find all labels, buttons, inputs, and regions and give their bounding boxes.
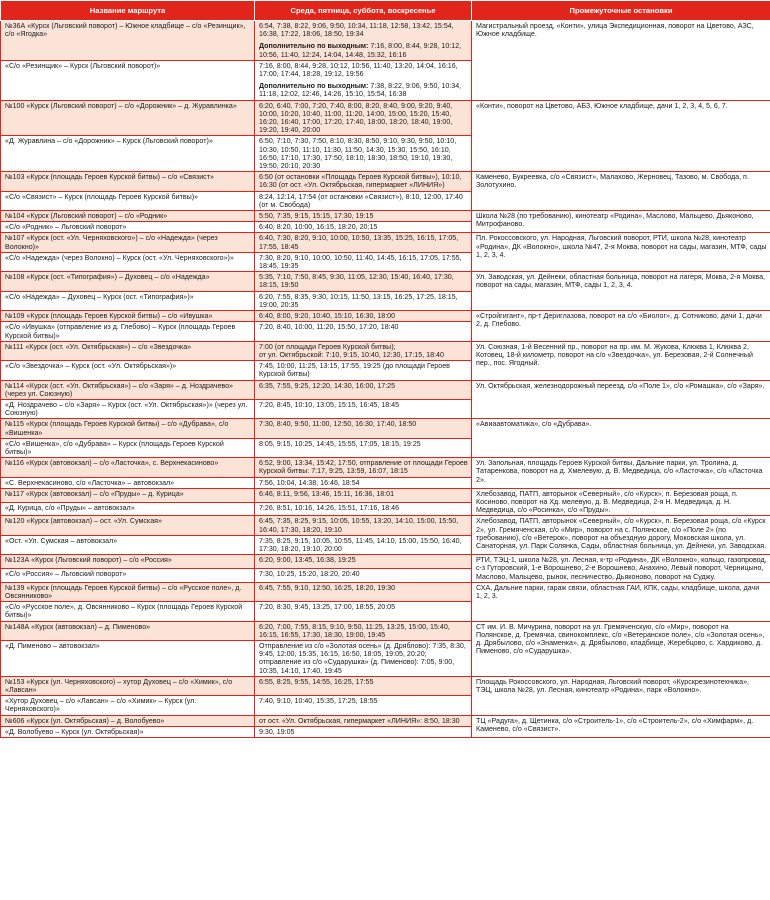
table-row [1,621,770,640]
schedule-cell [255,621,472,640]
schedule-cell [255,311,472,322]
schedule-cell [255,172,472,191]
departure-times: 6:40, 8:20, 10:00, 16:15, 18:20, 20:15 [259,223,378,232]
departure-times: 6:55, 8:25, 9:55, 14:55, 16:25, 17:55 [259,677,374,686]
intermediate-stops-cell: «Конти», поворот на Цветово, АБЗ, Южное кладбище, дачи 1, 2, 3, 4, 5, 6, 7. [472,100,770,172]
schedule-cell [255,399,472,418]
route-name-cell: №103 «Курск (площадь Героев Курской битвы) – с/о «Связист» [1,172,255,191]
route-name-cell: №120 «Курск (автовокзал) – ост. «Ул. Сумская» [1,516,255,535]
weekend-extra-label: Дополнительно по выходным: [259,42,369,51]
intermediate-stops-cell: Хлебозавод, ПАТП, авторынок «Северный», с/о «Курск», п. Березовая роща, п. Косиново, поворот на Хд. мелевую, д. В. Медведица, 2-я Н. Медведица, д. Н. Медведица, с/о «Росинка», с/о «Пруды». [472,488,770,516]
route-name-cell: «С/о «Родник» – Льговский поворот» [1,222,255,233]
route-name-cell: №153 «Курск (ул. Черняховского) – хутор Духовец – с/о «Химик», с/о «Лавсан» [1,676,255,695]
route-name-cell: №114 «Курск (ост. «Ул. Октябрьская») – с/о «Заря» – д. Ноздрачево» (через ул. Союзную) [1,380,255,399]
route-name-cell: «Д. Курица, с/о «Пруды» – автовокзал» [1,502,255,516]
departure-times: 6:20, 7:55, 8:35, 9:30, 10:15, 11:50, 13:15, 16:25, 17:25, 18:15, 19:00, 20:35 [259,292,458,309]
route-name-cell: «С/о «Россия» – Льговский поворот» [1,568,255,582]
header-stops: Промежуточные остановки [472,1,770,21]
departure-times: 7:26, 8:51, 10:16, 14:26, 15:51, 17:16, 18:46 [259,503,400,512]
route-name-cell: №104 «Курск (Льговский поворот) – с/о «Родник» [1,211,255,222]
schedule-cell [255,60,472,100]
route-name-cell: №117 «Курск (автовокзал) – с/о «Пруды» – д. Курица» [1,488,255,502]
departure-times: 6:52, 9:00, 13:34, 15:42, 17:50, отправление от площади Героев Курской битвы: 7:17, 9:25, 13:59, 16:07, 18:15 [259,459,468,476]
schedule-cell [255,233,472,252]
schedule-cell [255,272,472,291]
table-row [1,458,770,477]
departure-times: 6:50, 7:10, 7:30, 7:50, 8:10, 8:30, 8:50, 9:10, 9:30, 9:50, 10:10, 10:30, 10:50, 11:10, 11:30, 11:50, 14:30, 15:30, 15:50, 16:10, 16:50, 17:10, 17:30, 17:50, 18:10, 18:30, 18:50, 19:10, 19:30, 19:50, 20:10, 20:30 [259,137,457,171]
departure-times: 7:35, 8:25, 9:15, 10:05, 10:55, 11:45, 14:10, 15:00, 15:50, 16:40, 17:30, 18:20, 19:10, 20:00 [259,536,462,553]
departure-times: 7:00 (от площади Героев Курской битвы); [259,342,396,351]
schedule-cell [255,535,472,554]
departure-times: 7:20, 8:30, 9:45, 13:25, 17:00, 18:55, 20:05 [259,603,396,612]
route-name-cell: «С/о «Вишенка», с/о «Дубрава» – Курск (площадь Героев Курской битвы)» [1,438,255,457]
weekend-extra-label: Дополнительно по выходным: [259,82,369,91]
schedule-cell [255,602,472,621]
schedule-cell [255,291,472,310]
schedule-cell [255,252,472,271]
table-row [1,419,770,438]
departure-times: от ул. Октябрьской: 7:10, 9:15, 10:40, 12:30, 17:15, 18:40 [259,350,444,359]
table-row [1,341,770,360]
route-name-cell: №116 «Курск (автовокзал) – с/о «Ласточка», с. Верхнекасиново» [1,458,255,477]
route-name-cell: «Д. Журавлина – с/о «Дорожник» – Курск (Льговский поворот)» [1,136,255,172]
route-name-cell: №148А «Курск (автовокзал) – д. Пименово» [1,621,255,640]
schedule-cell [255,568,472,582]
weekend-extra-times [259,42,468,58]
intermediate-stops-cell: ТЦ «Радуга», д. Щетинка, с/о «Строитель-1», с/о «Строитель-2», с/о «Химфарм», д. Каменево, с/о «Связист». [472,715,770,737]
intermediate-stops-cell: РТИ, ТЭЦ-1, школа №28, ул. Лесная, к-тр «Родина», ДК «Волокно», кольцо, газопровод, с-з Гуторовский, 1-е Ворошнево, 2-е Ворошнево, Анахино, Левый поворот, Черницыно, Маслово, Мальцево, рынок, лесничество, Дьяконово, поворот на Суджу. [472,555,770,583]
table-row [1,380,770,399]
schedule-cell [255,516,472,535]
departure-times: 6:50 (от остановки «Площадь Героев Курской битвы»), 10:10, 16:30 (от ост. «Ул. Октябрьская, гипермаркет «ЛИНИЯ») [259,173,462,190]
intermediate-stops-cell: СХА, Дальние парки, гараж связи, областная ГАИ, КПК, сады, кладбище, школа, дачи 1, 2, 3. [472,582,770,621]
table-row [1,715,770,726]
route-name-cell: №111 «Курск (ост. «Ул. Октябрьская») – с/о «Звездочка» [1,341,255,360]
table-row [1,211,770,222]
schedule-cell [255,211,472,222]
schedule-cell [255,21,472,61]
intermediate-stops-cell: Площадь Рокоссовского, ул. Народная, Льговский поворот, «Курскрезинотехника», ТЭЦ, школа №28, ул. Лесная, кинотеатр «Родина», парк «Волокно». [472,676,770,715]
route-name-cell: №115 «Курск (площадь Героев Курской битвы) – с/о «Дубрава», с/о «Вишенка» [1,419,255,438]
schedule-cell [255,555,472,569]
departure-times: 6:20, 7:00, 7:55, 8:15, 9:10, 9:50, 11:25, 13:25, 15:00, 15:40, 16:15, 16:55, 17:30, 18:30, 19:00, 19:45 [259,622,450,639]
route-name-cell: №100 «Курск (Льговский поворот) – с/о «Дорожник» – д. Журавлинка» [1,100,255,136]
departure-times: 6:20, 6:40, 7:00, 7:20, 7:40, 8:00, 8:20, 8:40, 9:00, 9:20, 9:40, 10:00, 10:20, 10:40, 11:00, 11:20, 14:00, 15:00, 15:20, 15:40, 16:20, 16:40, 17:00, 17:20, 17:40, 18:00, 18:20, 18:40, 19:00, 19:20, 19:40, 20:00 [259,101,453,135]
table-row [1,21,770,61]
intermediate-stops-cell: Ул. Заводская, ул. Дейнеки, областная больница, поворот на лагеря, Моква, 2-я Моква, поворот на сады, магазин, МТФ, сады 1, 2, 3, 4. [472,272,770,311]
schedule-cell [255,222,472,233]
header-schedule: Среда, пятница, суббота, воскресенье [255,1,472,21]
intermediate-stops-cell: СТ им. И. В. Мичурина, поворот на ул. Гремяченскую, с/о «Мир», поворот на Полянское, д. Гремячка, свинокомплекс, с/о «Ветеранское поле», с/о «Золотая осень», д. Дрябылово, с/о «Знаменка», д. Дрябылово, кладбище, Жеребцово, с. Хардиково, д. Пименово, с/о «Сударушка». [472,621,770,676]
route-name-cell: «С/о «Ивушка» (отправление из д. Глебово) – Курск (площадь Героев Курской битвы)» [1,322,255,341]
departure-times: 7:20, 8:45, 10:10, 13:05, 15:15, 16:45, 18:45 [259,400,400,409]
departure-times: 6:45, 7:35, 8:25, 9:15, 10:05, 10:55, 13:20, 14:10, 15:00, 15:50, 16:40, 17:30, 18:20, 19:10 [259,517,459,534]
intermediate-stops-cell: Хлебозавод, ПАТП, авторынок «Северный», с/о «Курск», п. Березовая роща, с/о «Курск 2», ул. Гремяченская, с/о «Мир», поворот на с. Полянское, с/о «Поле 2» (по требованию), с/о «Ветерок», поворот на объездную дорогу, Моковская школа, ул. Санаторная, ул. Парк Солянка, Сады, областная больница, ул. Дейнеки, ул. Заводская. [472,516,770,555]
departure-times: 8:05, 9:15, 10:25, 14:45, 15:55, 17:05, 18:15, 19:25 [259,439,421,448]
departure-times: 6:40, 7:30, 8:20, 9:10, 10:00, 10:50, 13:35, 15:25, 16:15, 17:05, 17:55, 18:45 [259,234,459,251]
intermediate-stops-cell: «Стройгигант», пр-т Дериглазова, поворот на с/о «Биолог», д. Сотниково, дачи 1, дачи 2, д. Глебово. [472,311,770,342]
table-row [1,311,770,322]
route-name-cell: «Д. Волобуево – Курск (ул. Октябрьская)» [1,726,255,737]
departure-times: 7:45, 10:00, 11:25, 13:15, 17:55, 19:25 (до площади Героев Курской битвы) [259,362,450,379]
departure-times: 9:30, 19:05 [259,727,295,736]
departure-times: 6:46, 8:11, 9:56, 13:46, 15:11, 16:36, 18:01 [259,489,395,498]
route-name-cell: «С/о «Русское поле», д. Овсянниково – Курск (площадь Героев Курской битвы)» [1,602,255,621]
intermediate-stops-cell: Каменево, Букреевка, с/о «Связист», Малахово, Жерновец, Тазово, м. Свобода, п. Золотухино. [472,172,770,211]
departure-times: 6:45, 7:55, 9:10, 12:50, 16:25, 18:20, 19:30 [259,583,396,592]
weekend-extra-times [259,82,468,98]
header-route: Название маршрута [1,1,255,21]
route-name-cell: №107 «Курск (ост. «Ул. Черняховского») – с/о «Надежда» (через Волокно)» [1,233,255,252]
departure-times: 7:30, 10:25, 15:20, 18:20, 20:40 [259,569,360,578]
intermediate-stops-cell: Магистральный проезд, «Конти», улица Экспедиционная, поворот на Цветово, АЗС, Южное кладбище. [472,21,770,101]
route-name-cell: №108 «Курск (ост. «Типография») – Духовец – с/о «Надежда» [1,272,255,291]
route-name-cell: №606 «Курск (ул. Октябрьская) – д. Волобуево» [1,715,255,726]
schedule-cell [255,322,472,341]
schedule-cell [255,676,472,695]
departure-times: 7:20, 8:40, 10:00, 11:20, 15:50, 17:20, 18:40 [259,323,399,332]
schedule-cell [255,715,472,726]
departure-times: 7:30, 8:40, 9:50, 11:00, 12:50, 16:30, 17:40, 18:50 [259,420,417,429]
route-name-cell: «С/о «Надежда» (через Волокно) – Курск (ост. «Ул. Черняховского»)» [1,252,255,271]
departure-times: от ост. «Ул. Октябрьская, гипермаркет «ЛИНИЯ»: 8:50, 18:30 [259,716,460,725]
schedule-cell [255,641,472,677]
schedule-cell [255,341,472,360]
departure-times: 8:24, 12:14, 17:54 (от остановки «Связист»), 8:10, 12:00, 17:40 (от м. Свобода) [259,192,463,209]
departure-times: 5:50, 7:35, 9:15, 15:15, 17:30, 19:15 [259,212,374,221]
weekend-extra-values: 7:38, 8:22, 9:06, 9:50, 10:34, 11:18, 12:02, 12:46, 14:26, 15:10, 15:54, 16:38 [259,82,462,99]
table-row [1,488,770,502]
table-row [1,100,770,136]
route-name-cell: №123А «Курск (Льговский поворот) – с/о «Россия» [1,555,255,569]
departure-times: 7:40, 9:10, 10:40, 15:35, 17:25, 18:55 [259,697,378,706]
departure-times: Отправление из с/о «Золотая осень» (д. Дряблово): 7:35, 8:30, 9:45, 12:00, 15:35, 16:15, 16:50, 18:05, 19:05, 20:20; отправление из с/о «Сударушка» (д. Пименово): 7:05, 9:00, 10:35, 14:10, 17:40, 19:45 [259,642,466,675]
table-row [1,582,770,601]
departure-times: 5:35, 7:10, 7:50, 8:45, 9:30, 11:05, 12:30, 15:40, 16:40, 17:30, 18:15, 19:50 [259,273,454,290]
schedule-cell [255,380,472,399]
route-name-cell: «С/о «Надежда» – Духовец – Курск (ост. «Типография»)» [1,291,255,310]
departure-times: 7:56, 10:04, 14:38, 16:46, 18:54 [259,478,360,487]
route-name-cell: №36А «Курск (Льговский поворот) – Южное кладбище – с/о «Резинщик», с/о «Ягодка» [1,21,255,61]
table-row [1,555,770,569]
schedule-cell [255,582,472,601]
schedule-cell [255,502,472,516]
departure-times: 7:16, 8:00, 8:44, 9:28, 10:12, 10:56, 11:40, 13:20, 14:04, 16:16, 17:00, 17:44, 18:28, 19:12, 19:56 [259,61,458,79]
intermediate-stops-cell: Ул. Октябрьская, железнодорожный переезд, с/о «Поле 1», с/о «Ромашка», с/о «Заря». [472,380,770,419]
departure-times: 6:40, 8:00, 9:20, 10:40, 15:10, 16:30, 18:00 [259,312,396,321]
header-row [1,1,770,21]
weekend-extra-values: 7:16, 8:00, 8:44, 9:28, 10:12, 10:56, 11:40, 12:24, 14:04, 14:48, 15:32, 16:16 [259,42,462,59]
intermediate-stops-cell: Ул. Союзная, 1-й Весенний пр., поворот на пр. им. М. Жукова, Клюква 1, Клюква 2, Котовец, 18-й километр, поворот на с/о «Звездочка», ул. Березовая, 2-й Солнечный пер., пос. Ягодный. [472,341,770,380]
table-row [1,272,770,291]
intermediate-stops-cell: Школа №28 (по требованию), кинотеатр «Родина», Маслово, Мальцево, Дьяконово, Митрофаново. [472,211,770,233]
schedule-body [1,21,770,738]
schedule-cell [255,419,472,438]
departure-times: 6:20, 9:00, 13:45, 16:38, 19:25 [259,556,356,565]
route-name-cell: «С/о «Связист» – Курск (площадь Героев Курской битвы)» [1,191,255,210]
departure-times: 6:35, 7:55, 9:25, 12:20, 14:30, 16:00, 17:25 [259,381,396,390]
route-name-cell: «С. Верхнекасиново, с/о «Ласточка» – автовокзал» [1,477,255,488]
schedule-cell [255,136,472,172]
route-name-cell: «С/о «Резинщик» – Курск (Льговский поворот)» [1,60,255,100]
schedule-cell [255,438,472,457]
schedule-cell [255,488,472,502]
departure-times: 6:54, 7:38, 8:22, 9:06, 9:50, 10:34, 11:18, 12:58, 13:42, 15:54, 16:38, 17:22, 18:06, 18:50, 19:34 [259,22,454,39]
schedule-cell [255,726,472,737]
schedule-cell [255,696,472,715]
schedule-cell [255,361,472,380]
route-name-cell: №109 «Курск (площадь Героев Курской битвы) – с/о «Ивушка» [1,311,255,322]
route-name-cell: «Ост. «Ул. Сумская – автовокзал» [1,535,255,554]
departure-times: 7:30, 8:20, 9:10, 10:00, 10:50, 11:40, 14:45, 16:15, 17:05, 17:55, 18:45, 19:35 [259,253,462,271]
intermediate-stops-cell: Ул. Запольная, площадь Героев Курской битвы, Дальние парки, ул. Тролина, д. Татаренкова, поворот на д. Хмелевую, д. В. Медведица, с/о «Ласточка», с/о «Ласточка 2». [472,458,770,489]
table-row [1,516,770,535]
schedule-cell [255,100,472,136]
intermediate-stops-cell: «Авиаавтоматика», с/о «Дубрава». [472,419,770,458]
schedule-cell [255,477,472,488]
schedule-cell [255,458,472,477]
table-row [1,172,770,191]
schedule-cell [255,191,472,210]
table-row [1,233,770,252]
route-name-cell: «Д. Ноздрачево – с/о «Заря» – Курск (ост. «Ул. Октябрьская»)» (через ул. Союзную) [1,399,255,418]
route-name-cell: №139 «Курск (площадь Героев Курской битвы) – с/о «Русское поле», д. Овсянниково» [1,582,255,601]
route-name-cell: «Хутор Духовец – с/о «Лавсан» – с/о «Химик» – Курск (ул. Черняховского)» [1,696,255,715]
table-row [1,676,770,695]
route-name-cell: «Д. Пименово – автовокзал» [1,641,255,677]
route-name-cell: «С/о «Звездочка» – Курск (ост. «Ул. Октябрьская»)» [1,361,255,380]
intermediate-stops-cell: Пл. Рокоссовского, ул. Народная, Льговский поворот, РТИ, школа №28, кинотеатр «Родина», ДК «Волокно», школа №47, 2-я Моква, поворот на сады, магазин, МТФ, сады 1, 2, 3, 4. [472,233,770,272]
